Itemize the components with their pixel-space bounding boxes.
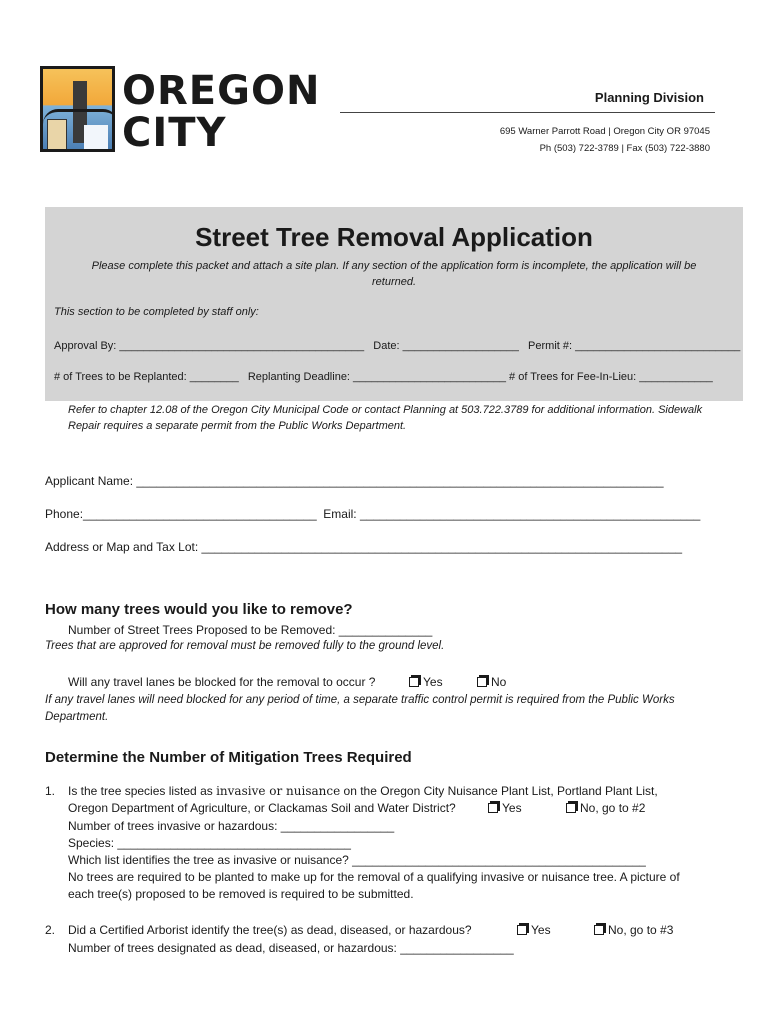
staff-replanting-row[interactable]: # of Trees to be Replanted: ________ Replanting Deadline: _________________________ # of Trees for Fee-In-Lieu: ____________ (54, 371, 713, 383)
checkbox-icon[interactable] (566, 803, 576, 813)
travel-yes-label: Yes (423, 675, 443, 689)
dead-diseased-count-field[interactable]: Number of trees designated as dead, diseased, or hazardous: _________________ (68, 941, 514, 955)
oregon-city-logo (40, 66, 340, 154)
q2-no-label: No, go to #3 (608, 923, 674, 937)
address-taxlot-field[interactable]: Address or Map and Tax Lot: ________________________________________________________________________ (45, 540, 683, 554)
species-field[interactable]: Species: ___________________________________ (68, 836, 351, 850)
checkbox-icon[interactable] (409, 677, 419, 687)
checkbox-icon[interactable] (517, 925, 527, 935)
question-1-text-cont: Oregon Department of Agriculture, or Clackamas Soil and Water District? (68, 801, 456, 815)
travel-yes-option[interactable] (409, 675, 443, 689)
checkbox-icon[interactable] (477, 677, 487, 687)
planning-division-heading: Planning Division (594, 90, 704, 105)
traffic-permit-note: If any travel lanes will need blocked for any period of time, a separate traffic control permit is required from the Public Works Department. (45, 694, 675, 723)
ground-level-note: Trees that are approved for removal must be removed fully to the ground level. (45, 640, 445, 652)
phone-email-field[interactable]: Phone:___________________________________ Email: ___________________________________________________ (45, 507, 701, 521)
mitigation-section-heading: Determine the Number of Mitigation Trees Required (45, 749, 412, 766)
logo-text-city: CITY (122, 110, 227, 156)
staff-only-label: This section to be completed by staff only: (54, 306, 259, 318)
q1-yes-label: Yes (502, 801, 522, 815)
travel-no-label: No (491, 675, 507, 689)
q2-yes-label: Yes (531, 923, 551, 937)
q2-yes-option[interactable] (517, 922, 551, 939)
logo-emblem-icon (40, 66, 115, 152)
question-2-number: 2. (45, 923, 56, 937)
travel-lanes-question: Will any travel lanes be blocked for the removal to occur ? (68, 675, 376, 689)
question-2-text: Did a Certified Arborist identify the tree(s) as dead, diseased, or hazardous? (68, 923, 472, 937)
invasive-count-field[interactable]: Number of trees invasive or hazardous: _________________ (68, 819, 395, 833)
travel-no-option[interactable] (477, 675, 506, 689)
q2-no-option[interactable] (594, 922, 673, 939)
checkbox-icon[interactable] (594, 925, 604, 935)
municipal-code-note: Refer to chapter 12.08 of the Oregon City Municipal Code or contact Planning at 503.722.3789 for additional information. Sidewalk Repair requires a separate permit from the Public Works Department. (68, 404, 703, 432)
logo-text-oregon: OREGON (122, 68, 321, 114)
office-address: 695 Warner Parrott Road | Oregon City OR 97045 (499, 126, 710, 137)
invasive-note: No trees are required to be planted to make up for the removal of a qualifying invasive or nuisance tree. A picture of each tree(s) proposed to be removed is required to be submitted. (68, 870, 680, 901)
question-1-text: Is the tree species listed as invasive or nuisance on the Oregon City Nuisance Plant List, Portland Plant List, (68, 784, 658, 798)
q1-no-label: No, go to #2 (580, 801, 646, 815)
header-divider (340, 112, 715, 113)
q1-no-option[interactable] (566, 800, 645, 817)
which-list-field[interactable]: Which list identifies the tree as invasive or nuisance? ____________________________________________ (68, 853, 646, 867)
trees-section-heading: How many trees would you like to remove? (45, 601, 353, 618)
office-phone-fax: Ph (503) 722-3789 | Fax (503) 722-3880 (539, 143, 710, 154)
q1-yes-option[interactable] (488, 800, 522, 817)
staff-approval-row[interactable]: Approval By: ________________________________________ Date: ___________________ Permit #: ___________________________ (54, 340, 741, 352)
form-instructions: Please complete this packet and attach a site plan. If any section of the application form is incomplete, the application will be returned. (91, 260, 697, 288)
form-title: Street Tree Removal Application (195, 222, 593, 252)
question-1-number: 1. (45, 784, 56, 798)
trees-number-field[interactable]: Number of Street Trees Proposed to be Removed: ______________ (68, 623, 433, 637)
checkbox-icon[interactable] (488, 803, 498, 813)
applicant-name-field[interactable]: Applicant Name: _______________________________________________________________________________ (45, 474, 664, 488)
